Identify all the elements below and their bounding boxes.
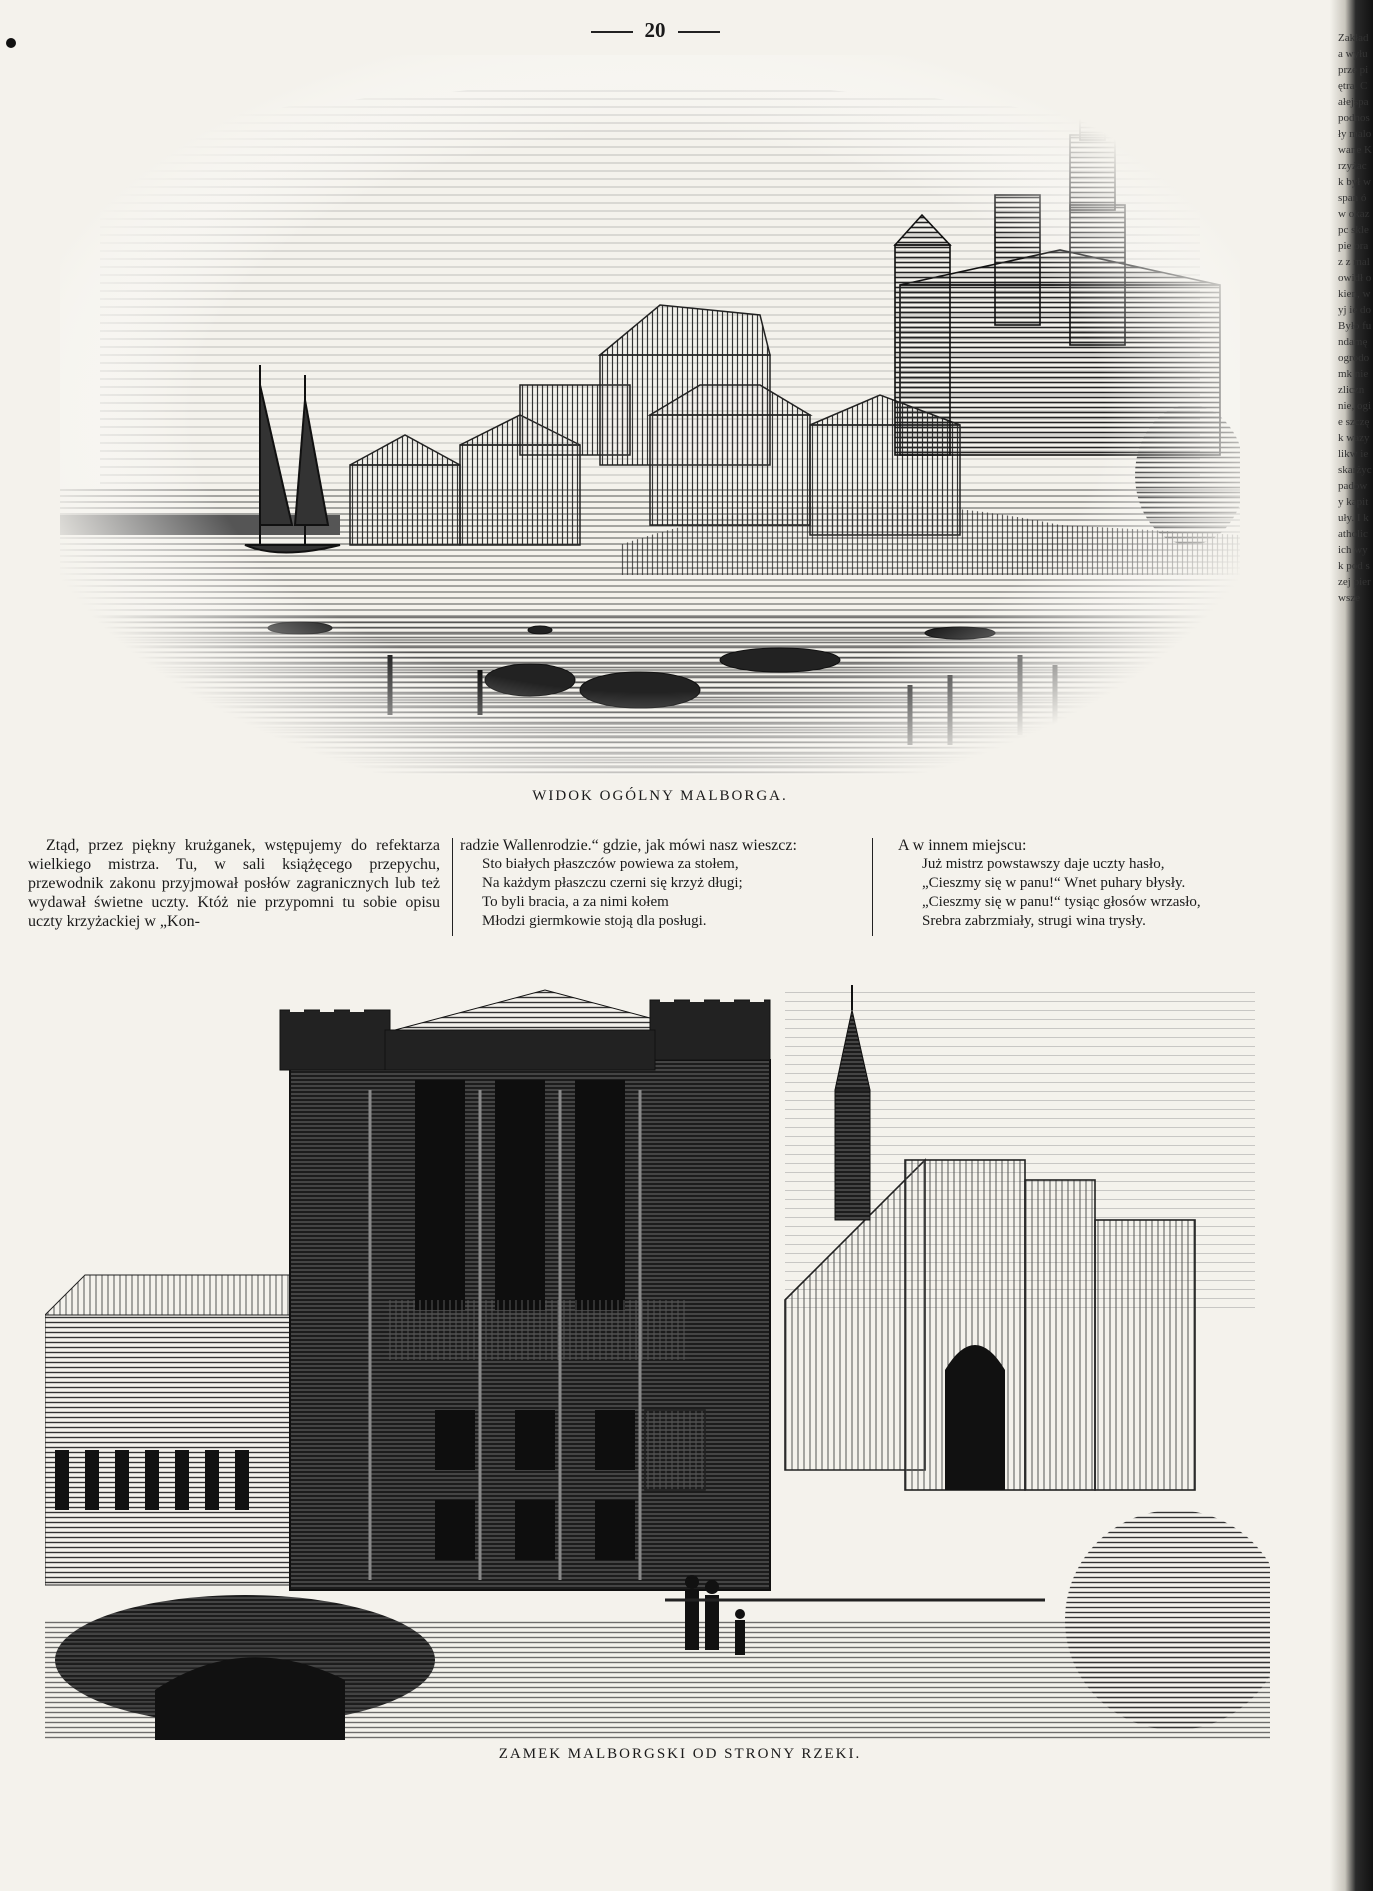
next-page-fragment: Zakłada wyłu prze piętra. Całejspa podnosły malowane Krzyżack był wspan ów okaz pc sklepie oraz z malowidł okien, wyj ie do Było fundamę ogrodomk niezliczn nie, ogie szczęk wazylikw ie skarżyc padowy kapituły. I katholic ich wyk pod szej pierwsze	[1338, 32, 1372, 604]
bottom-figure-caption: ZAMEK MALBORGSKI OD STRONY RZEKI.	[498, 1746, 862, 1762]
bottom-engraving-castle-from-river	[45, 970, 1270, 1740]
verse-col3	[898, 855, 1228, 931]
paragraph-col1: Ztąd, przez piękny krużganek, wstępujemy do refektarza wielkiego mistrza. Tu, w sali książęcego przepychu, przewodnik zakonu przyjmował posłów zagranicznych lub też wydawał świetne uczty. Któż nie przypomni tu sobie opisu uczty krzyżackiej w „Kon-	[28, 837, 440, 930]
column-rule-2	[872, 838, 873, 936]
text-column-2	[460, 836, 870, 931]
ink-speck	[6, 38, 16, 48]
paragraph-col3-intro: A w innem miejscu:	[898, 837, 1027, 854]
verse-col2	[460, 855, 870, 931]
verse-line: Na każdym płaszczu czerni się krzyż długi;	[482, 875, 743, 891]
verse-line: To byli bracia, a za nimi kołem	[482, 894, 669, 910]
text-column-1	[28, 836, 440, 931]
verse-line: „Cieszmy się w panu!“ tysiąc głosów wrzasło,	[922, 894, 1201, 910]
verse-line: Już mistrz powstawszy daje uczty hasło,	[922, 856, 1165, 872]
top-engraving-malbork-view	[60, 55, 1240, 775]
text-column-3	[898, 836, 1228, 931]
top-figure-caption: WIDOK OGÓLNY MALBORGA.	[532, 788, 788, 804]
page-number: 20	[575, 18, 735, 43]
column-rule-1	[452, 838, 453, 936]
verse-line: Młodzi giermkowie stoją dla posługi.	[482, 913, 707, 929]
verse-line: Sto białych płaszczów powiewa za stołem,	[482, 856, 739, 872]
paragraph-col2-intro: radzie Wallenrodzie.“ gdzie, jak mówi nasz wieszcz:	[460, 837, 797, 854]
verse-line: Srebra zabrzmiały, strugi wina trysły.	[922, 913, 1146, 929]
verse-line: „Cieszmy się w panu!“ Wnet puhary błysły.	[922, 875, 1186, 891]
